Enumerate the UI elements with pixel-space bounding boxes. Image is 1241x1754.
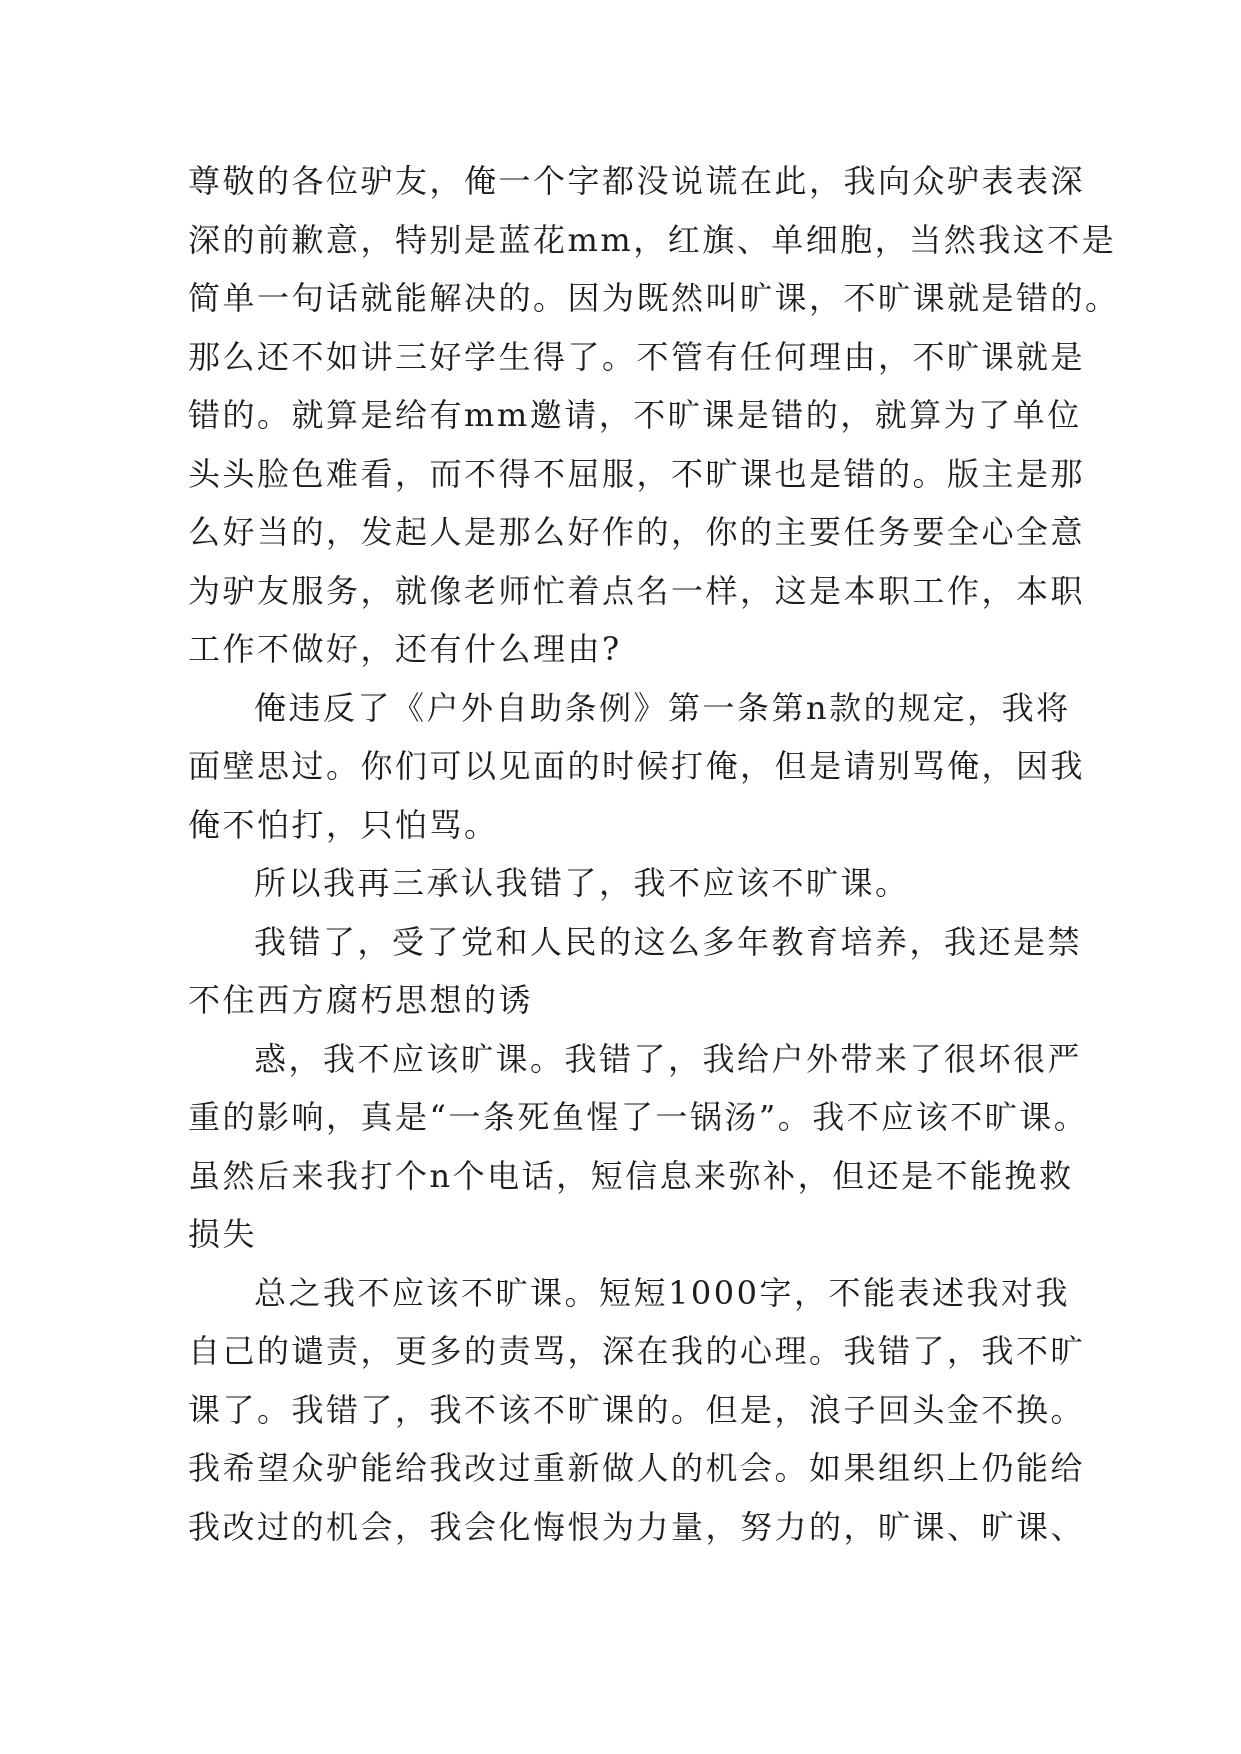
text-line: 总之我不应该不旷课。短短1000字，不能表述我对我 — [254, 1273, 1070, 1312]
text-line: 我改过的机会，我会化悔恨为力量，努力的，旷课、旷课、 — [188, 1507, 1086, 1546]
text-line: 深的前歉意，特别是蓝花mm，红旗、单细胞，当然我这不是 — [188, 220, 1117, 259]
text-line: 惑，我不应该旷课。我错了，我给户外带来了很坏很严 — [254, 1039, 1083, 1078]
text-line: 那么还不如讲三好学生得了。不管有任何理由，不旷课就是 — [188, 337, 1086, 376]
text-line: 为驴友服务，就像老师忙着点名一样，这是本职工作，本职 — [188, 571, 1086, 610]
text-line: 头头脸色难看，而不得不屈服，不旷课也是错的。版主是那 — [188, 454, 1086, 493]
text-line: 俺违反了《户外自助条例》第一条第n款的规定，我将 — [254, 688, 1071, 727]
text-line: 工作不做好，还有什么理由? — [188, 630, 622, 668]
text-line: 课了。我错了，我不该不旷课的。但是，浪子回头金不换。 — [188, 1390, 1086, 1429]
text-line: 自己的谴责，更多的责骂，深在我的心理。我错了，我不旷 — [188, 1332, 1086, 1370]
text-line: 不住西方腐朽思想的诱 — [188, 981, 534, 1019]
text-line: 简单一句话就能解决的。因为既然叫旷课，不旷课就是错的。 — [188, 279, 1120, 317]
text-line: 俺不怕打，只怕骂。 — [188, 805, 499, 844]
text-line: 损失 — [188, 1215, 258, 1253]
text-line: 虽然后来我打个n个电话，短信息来弥补，但还是不能挽救 — [188, 1156, 1074, 1195]
text-line: 么好当的，发起人是那么好作的，你的主要任务要全心全意 — [188, 513, 1086, 551]
text-line: 所以我再三承认我错了，我不应该不旷课。 — [254, 864, 910, 902]
text-line: 尊敬的各位驴友，俺一个字都没说谎在此，我向众驴表表深 — [188, 162, 1086, 200]
text-line: 我希望众驴能给我改过重新做人的机会。如果组织上仍能给 — [188, 1449, 1086, 1487]
text-line: 我错了，受了党和人民的这么多年教育培养，我还是禁 — [254, 922, 1083, 961]
text-line: 面壁思过。你们可以见面的时候打俺，但是请别骂俺，因我 — [188, 747, 1086, 785]
text-line: 错的。就算是给有mm邀请，不旷课是错的，就算为了单位 — [188, 396, 1082, 434]
text-line: 重的影响，真是“一条死鱼惺了一锅汤”。我不应该不旷课。 — [188, 1098, 1089, 1136]
body-text — [188, 152, 1120, 1556]
